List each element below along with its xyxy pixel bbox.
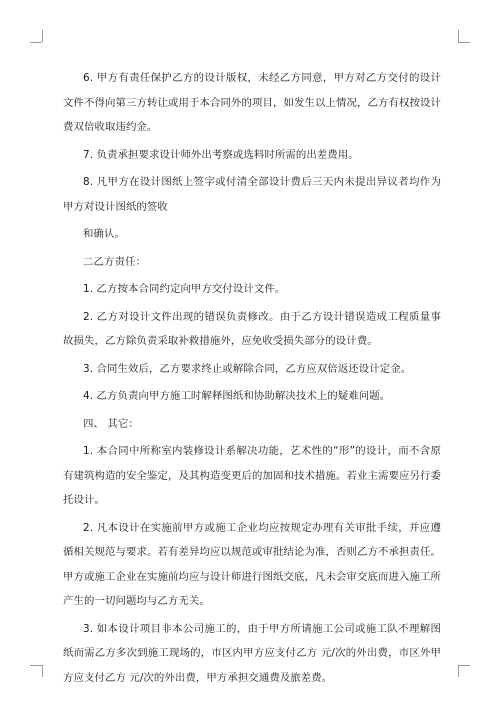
document-body (63, 66, 441, 693)
paragraph: 2. 乙方对设计文件出现的错误负责修改。由于乙方设计错误造成工程质量事故损失，乙方除负责采取补救措施外，应免收受损失部分的设计费。 (63, 310, 441, 347)
paragraph: 4. 乙方负责向甲方施工时解释图纸和协助解决技术上的疑难问题。 (83, 390, 391, 402)
paragraph: 1. 乙方按本合同约定向甲方交付设计文件。 (83, 283, 286, 295)
paragraph: 和确认。 (83, 228, 125, 240)
section-heading: 四、 其它： (83, 417, 139, 430)
paragraph: 2. 凡本设计在实施前甲方或施工企业均应按规定办理有关审批手续，并应遵循相关规范与要求。若有差异均应以规范或审批结论为准，否则乙方不承担责任。 甲方或施工企业在实施前均应与设计师进行图纸交底，凡未会审交底而进入施工所产生的一切问题均与乙方无关。 (63, 521, 441, 607)
paragraph: 7. 负责承担要求设计师外出考察或选料时所需的出差费用。 (83, 148, 359, 161)
paragraph: 1. 本合同中所称室内装修设计系解决功能，艺术性的“形”的设计，而不含原有建筑构造的安全鉴定，及其构造变更后的加固和技术措施。若业主需要应另行委托设计。 (63, 445, 441, 506)
paragraph: 3. 如本设计项目非本公司施工的，由于甲方所请施工公司或施工队不理解图纸而需乙方多次到施工现场的，市区内甲方应支付乙方 元/次的外出费，市区外甲方应支付乙方 元/次的外出费，甲方承担交通费及旅差费。 (63, 622, 441, 684)
paragraph: 6. 甲方有责任保护乙方的设计版权，未经乙方同意，甲方对乙方交付的设计文件不得向第三方转让或用于本合同外的项目，如发生以上情况，乙方有权按设计费双倍收取违约金。 (63, 72, 441, 133)
section-heading: 二乙方责任： (83, 255, 146, 268)
paragraph: 3. 合同生效后，乙方要求终止或解除合同，乙方应双倍返还设计定金。 (83, 362, 412, 375)
paragraph: 8. 凡甲方在设计图纸上签字或付清全部设计费后三天内未提出异议者均作为甲方对设计图纸的签收 (63, 176, 441, 213)
